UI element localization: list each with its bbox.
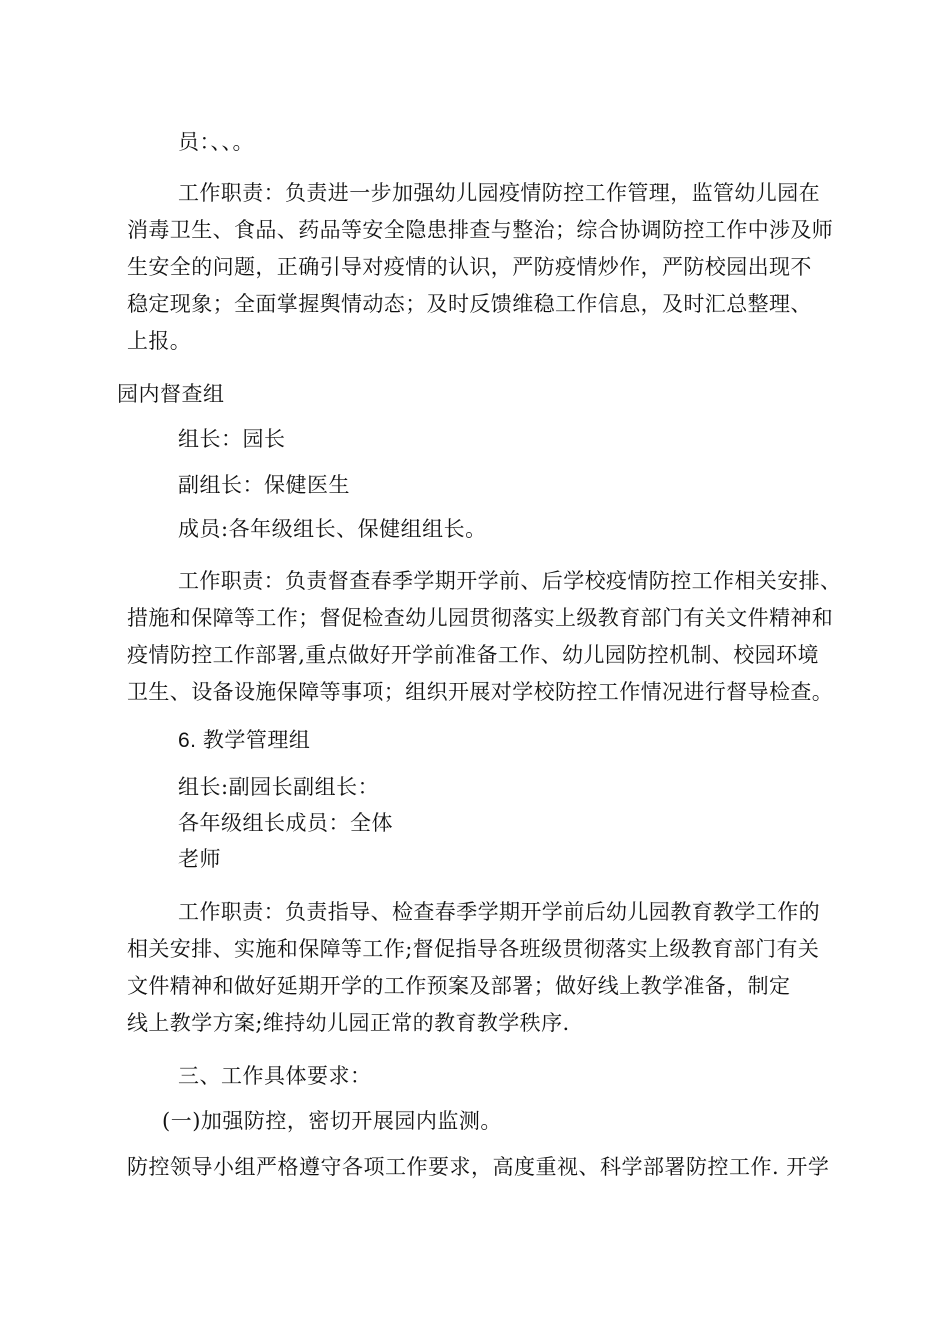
members-line: 员：、、。 <box>178 130 254 154</box>
supervision-leader: 组长：园长 <box>178 427 286 451</box>
supervision-deputy: 副组长：保健医生 <box>178 473 350 497</box>
body-text-line: 防控领导小组严格遵守各项工作要求，高度重视、科学部署防控工作. 开学 <box>127 1155 830 1179</box>
duty-paragraph-3 <box>127 894 820 1042</box>
supervision-members: 成员:各年级组长、保健组组长。 <box>178 517 487 541</box>
teaching-group-title: 6. 教学管理组 <box>178 729 311 752</box>
teaching-line: 各年级组长成员：全体 <box>178 811 393 835</box>
teaching-line: 组长:副园长副组长： <box>178 775 380 799</box>
paragraph-line: 工作职责：负责督查春季学期开学前、后学校疫情防控工作相关安排、 <box>178 569 842 593</box>
paragraph-line: 文件精神和做好延期开学的工作预案及部署；做好线上教学准备，制定 <box>127 974 791 998</box>
teaching-line: 老师 <box>178 847 221 871</box>
paragraph-line: 生安全的问题，正确引导对疫情的认识，严防疫情炒作，严防校园出现不 <box>127 255 812 279</box>
supervision-group-title: 园内督查组 <box>117 382 225 406</box>
paragraph-line: 消毒卫生、食品、药品等安全隐患排查与整治；综合协调防控工作中涉及师 <box>127 218 834 242</box>
section-3-title: 三、工作具体要求： <box>178 1064 372 1088</box>
duty-paragraph-1 <box>127 175 833 360</box>
paragraph-line: 上报。 <box>127 329 192 353</box>
paragraph-line: 卫生、设备设施保障等事项；组织开展对学校防控工作情况进行督导检查。 <box>127 680 834 704</box>
paragraph-line: 稳定现象；全面掌握舆情动态；及时反馈维稳工作信息，及时汇总整理、 <box>127 292 812 316</box>
paragraph-line: 工作职责：负责进一步加强幼儿园疫情防控工作管理，监管幼儿园在 <box>178 181 820 205</box>
paragraph-line: 线上教学方案;维持幼儿园正常的教育教学秩序. <box>127 1011 570 1035</box>
paragraph-line: 相关安排、实施和保障等工作;督促指导各班级贯彻落实上级教育部门有关 <box>127 937 820 961</box>
duty-paragraph-2 <box>127 563 841 711</box>
paragraph-line: 疫情防控工作部署,重点做好开学前准备工作、幼儿园防控机制、校园环境 <box>127 643 819 667</box>
paragraph-line: 工作职责：负责指导、检查春季学期开学前后幼儿园教育教学工作的 <box>178 900 820 924</box>
subsection-1-title: (一)加强防控，密切开展园内监测。 <box>162 1109 502 1133</box>
paragraph-line: 措施和保障等工作；督促检查幼儿园贯彻落实上级教育部门有关文件精神和 <box>127 606 834 630</box>
